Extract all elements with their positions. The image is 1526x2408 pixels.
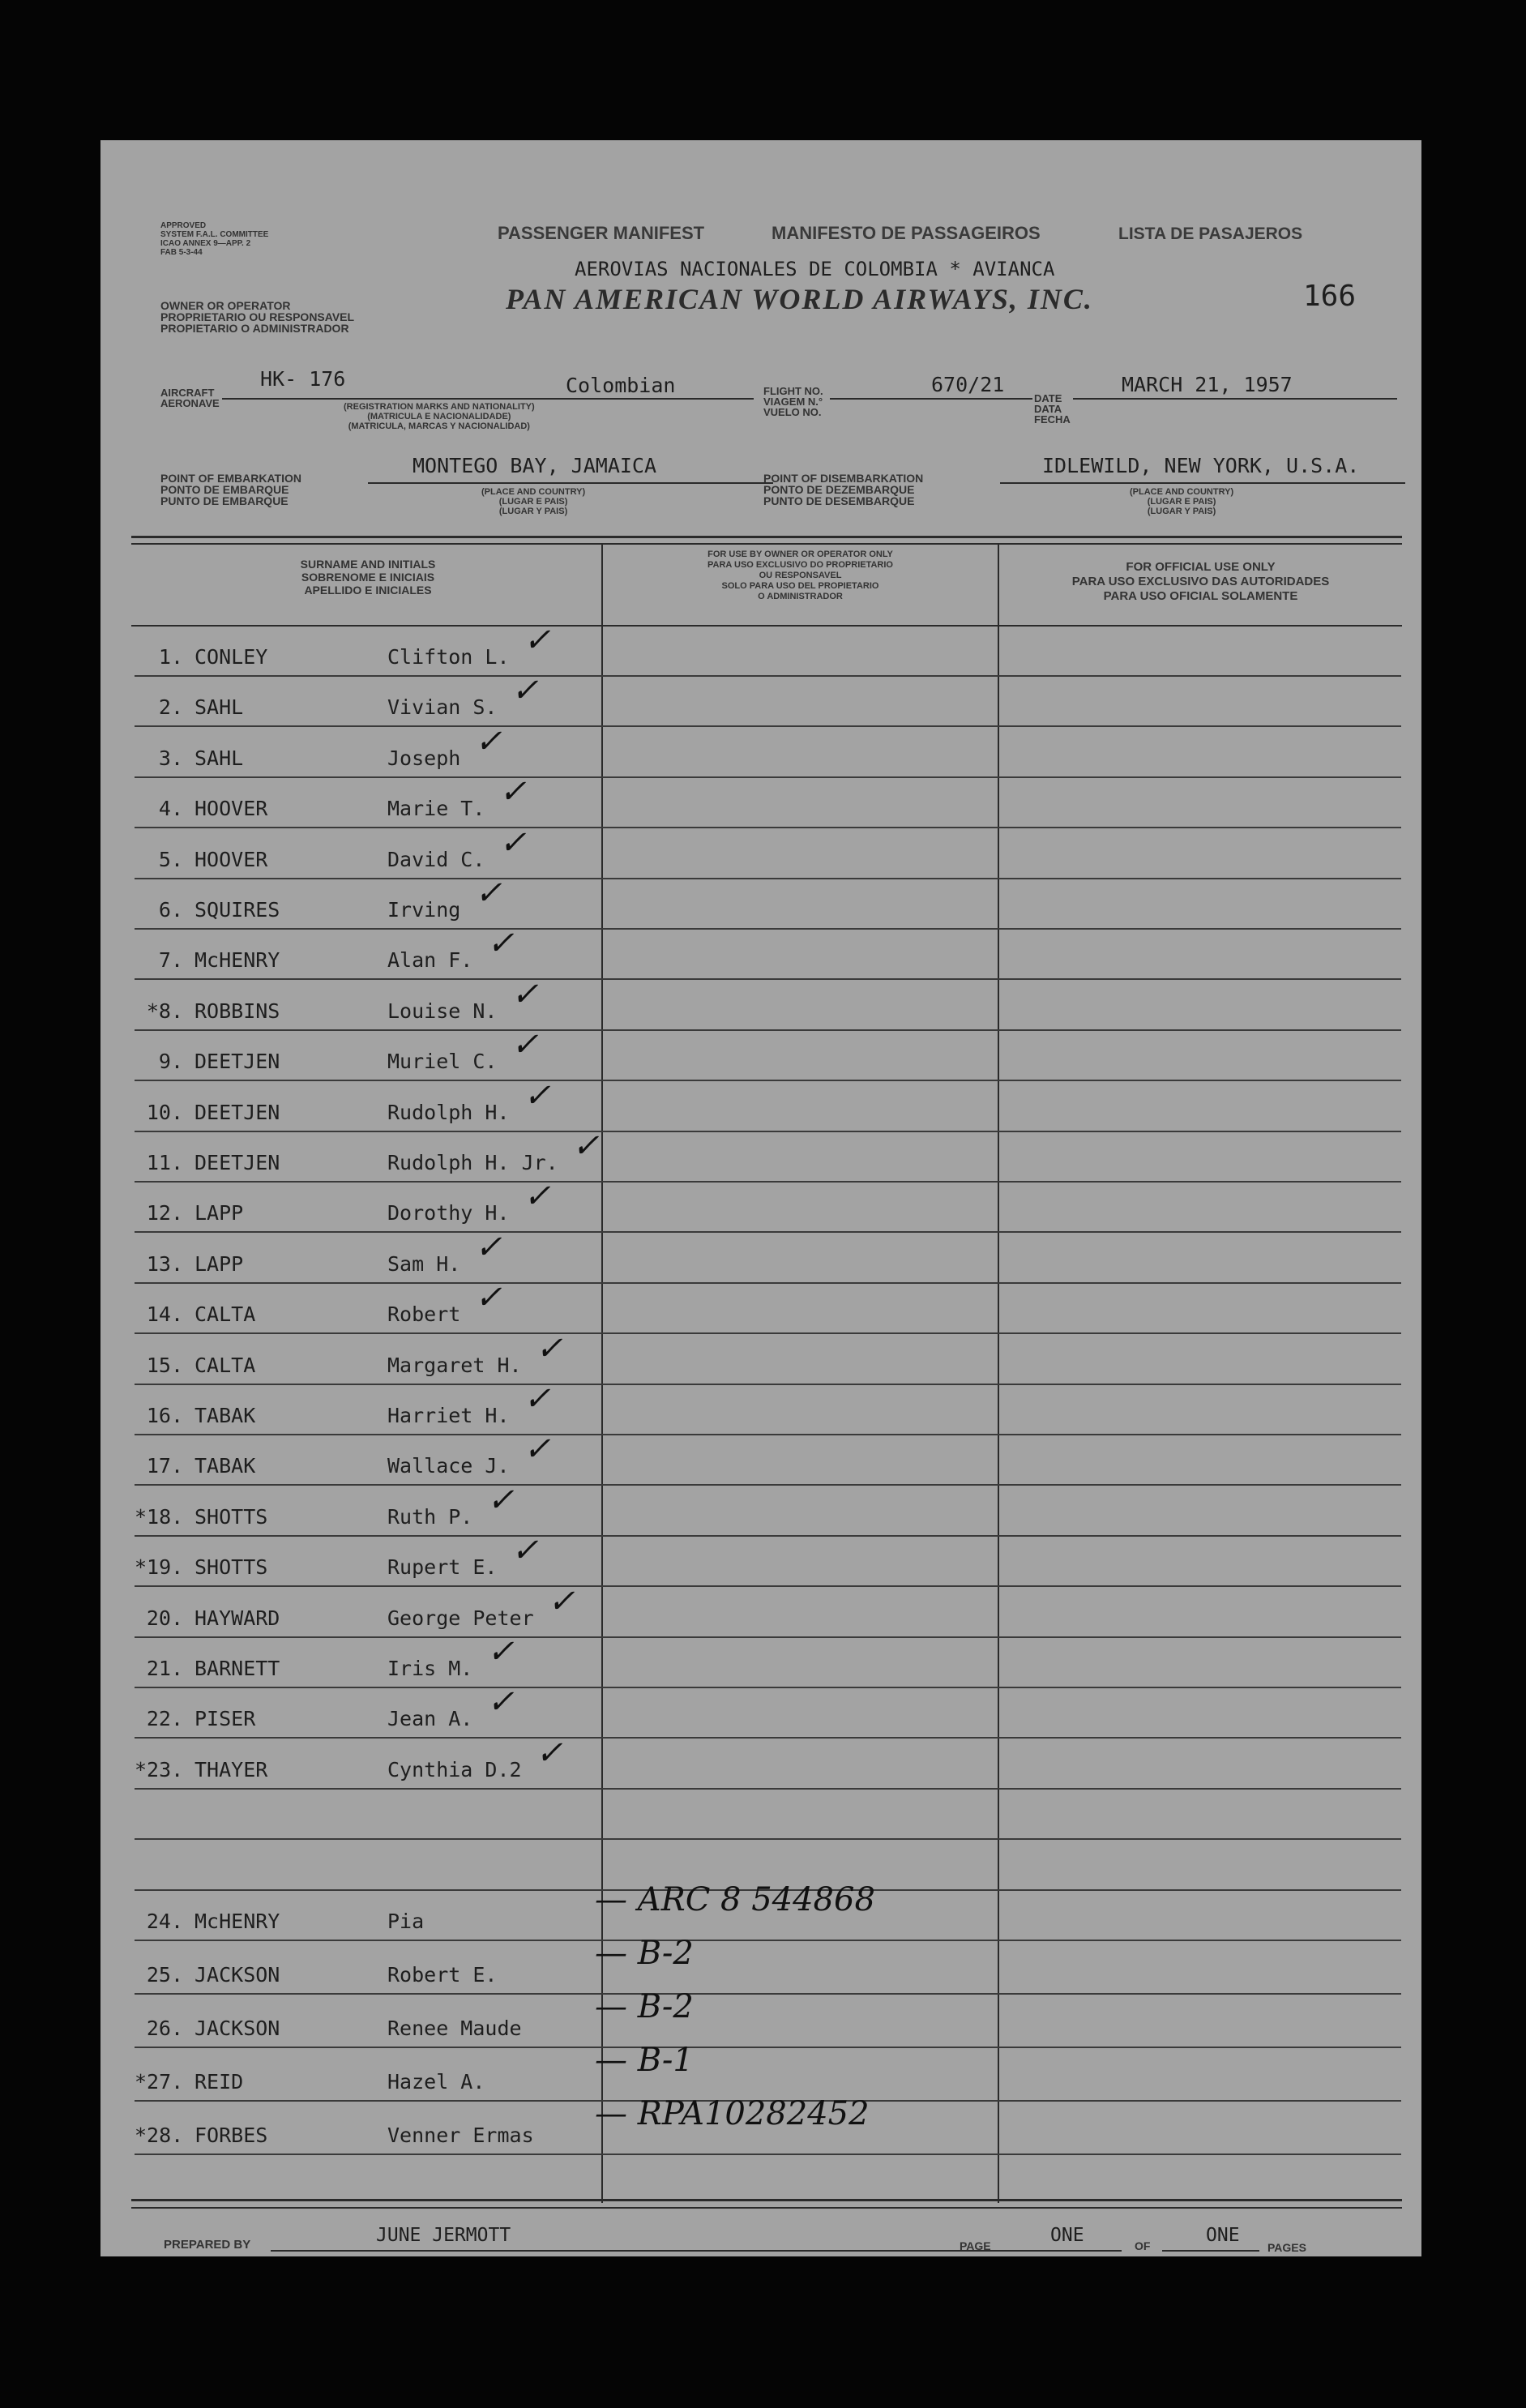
passenger-number: *23. — [135, 1757, 184, 1781]
check-mark: ✓ — [511, 1026, 539, 1064]
passenger-row — [135, 1988, 1401, 2048]
passenger-given-name: Margaret H. — [387, 1353, 522, 1377]
passenger-number: 5. — [158, 847, 183, 871]
table-bottom-rule — [131, 2199, 1402, 2201]
document-note: — RPA10282452 — [595, 2095, 870, 2132]
passenger-row — [135, 1178, 1401, 1233]
passenger-surname: THAYER — [194, 1757, 268, 1781]
passenger-given-name: Robert — [387, 1302, 461, 1327]
passenger-given-name: Vivian S. — [387, 695, 498, 720]
sheet-number: 166 — [1303, 280, 1357, 313]
passenger-surname: PISER — [194, 1707, 256, 1731]
passenger-number: 20. — [146, 1606, 183, 1630]
passenger-given-name: Muriel C. — [387, 1050, 498, 1074]
table-bottom-rule-2 — [131, 2207, 1402, 2209]
passenger-row — [135, 1076, 1401, 1132]
passenger-row — [135, 1582, 1401, 1638]
passenger-number: 15. — [146, 1353, 183, 1377]
passenger-given-name: Clifton L. — [387, 645, 510, 669]
document-note: — ARC 8 544868 — [595, 1881, 875, 1918]
passenger-row — [135, 1127, 1401, 1183]
check-mark: ✓ — [524, 1380, 551, 1418]
passenger-number: 16. — [146, 1404, 183, 1427]
check-mark: ✓ — [511, 975, 539, 1013]
check-mark: ✓ — [536, 1329, 563, 1367]
passenger-surname: CONLEY — [194, 645, 268, 669]
passenger-row — [135, 672, 1401, 727]
passenger-given-name: Rupert E. — [387, 1555, 498, 1580]
passenger-number: 25. — [146, 1963, 183, 1987]
passenger-given-name: Robert E. — [387, 1963, 498, 1987]
passenger-row — [135, 1532, 1401, 1587]
document-note: — B-2 — [595, 1988, 694, 2025]
passenger-row — [135, 1431, 1401, 1486]
passenger-number: 6. — [158, 898, 183, 922]
embarkation-point: MONTEGO BAY, JAMAICA — [412, 454, 657, 477]
column-header-name: SURNAME AND INITIALS SOBRENOME E INICIAIS APELLIDO E INICIALES — [300, 558, 436, 597]
owner-operator-label: OWNER OR OPERATOR PROPRIETARIO OU RESPONSAVEL PROPIETARIO O ADMINISTRADOR — [160, 299, 355, 335]
pages-label: PAGES — [1267, 2241, 1306, 2254]
passenger-surname: JACKSON — [194, 1963, 280, 1987]
prepared-by-label: PREPARED BY — [164, 2238, 251, 2252]
check-mark: ✓ — [548, 1582, 575, 1620]
passenger-number: 12. — [146, 1201, 183, 1225]
passenger-number: 22. — [146, 1707, 183, 1731]
check-mark: ✓ — [511, 672, 539, 710]
disembarkation-label: POINT OF DISEMBARKATION PONTO DE DEZEMBARQUE PUNTO DE DESEMBARQUE — [763, 472, 924, 507]
passenger-surname: SAHL — [194, 695, 244, 720]
passenger-given-name: Iris M. — [387, 1657, 473, 1680]
passenger-number: 2. — [158, 695, 183, 720]
flight-label: FLIGHT NO. VIAGEM N.° VUELO NO. — [763, 385, 823, 418]
passenger-given-name: Alan F. — [387, 948, 473, 973]
passenger-surname: FORBES — [194, 2124, 268, 2147]
passenger-given-name: Rudolph H. Jr. — [387, 1151, 558, 1174]
aircraft-value: HK- 176 — [260, 367, 346, 391]
passenger-surname: BARNETT — [194, 1657, 280, 1680]
passenger-number: 14. — [146, 1302, 183, 1327]
passenger-row — [135, 1633, 1401, 1688]
passenger-number: *18. — [135, 1504, 184, 1529]
passenger-row — [135, 1935, 1401, 1995]
page-value: ONE — [1050, 2225, 1084, 2246]
check-mark: ✓ — [475, 1228, 502, 1266]
passenger-given-name: Sam H. — [387, 1251, 461, 1276]
passenger-given-name: Harriet H. — [387, 1404, 510, 1427]
passenger-row — [135, 2042, 1401, 2102]
passenger-surname: SAHL — [194, 746, 244, 770]
passenger-row — [135, 1228, 1401, 1284]
passenger-number: 26. — [146, 2017, 183, 2040]
passenger-row — [135, 975, 1401, 1031]
passenger-surname: HAYWARD — [194, 1606, 280, 1630]
passenger-row — [135, 622, 1401, 677]
passenger-surname: DEETJEN — [194, 1050, 280, 1074]
passenger-surname: SQUIRES — [194, 898, 280, 922]
passenger-given-name: Ruth P. — [387, 1504, 473, 1529]
passenger-row — [135, 1481, 1401, 1537]
passenger-row — [135, 2095, 1401, 2155]
passenger-surname: CALTA — [194, 1302, 256, 1327]
passenger-surname: McHENRY — [194, 1910, 280, 1933]
embarkation-label: POINT OF EMBARKATION PONTO DE EMBARQUE PUNTO DE EMBARQUE — [160, 472, 301, 507]
passenger-given-name: Dorothy H. — [387, 1201, 510, 1225]
passenger-row — [135, 1026, 1401, 1081]
manifest-sheet — [100, 140, 1421, 2256]
check-mark: ✓ — [499, 773, 527, 811]
column-header-operator: FOR USE BY OWNER OR OPERATOR ONLY PARA USO EXCLUSIVO DO PROPRIETARIO OU RESPONSAVEL SOLO PARA USO DEL PROPIETARIO O ADMINISTRADOR — [707, 550, 893, 601]
approval-note: APPROVED SYSTEM F.A.L. COMMITTEE ICAO ANNEX 9—APP. 2 FAB 5-3-44 — [160, 221, 269, 257]
prepared-by: JUNE JERMOTT — [376, 2225, 511, 2246]
check-mark: ✓ — [475, 1279, 502, 1317]
passenger-row — [135, 773, 1401, 828]
table-top-rule-2 — [131, 543, 1402, 545]
passenger-given-name: Marie T. — [387, 797, 485, 821]
passenger-number: 9. — [158, 1050, 183, 1074]
passenger-row — [135, 925, 1401, 980]
passenger-number: 11. — [146, 1151, 183, 1174]
passenger-surname: HOOVER — [194, 797, 268, 821]
passenger-given-name: Jean A. — [387, 1707, 473, 1731]
check-mark: ✓ — [487, 1683, 515, 1722]
title-es: LISTA DE PASAJEROS — [1118, 225, 1303, 243]
passenger-given-name: David C. — [387, 847, 485, 871]
page-label: PAGE — [960, 2239, 991, 2252]
passenger-row — [135, 875, 1401, 930]
passenger-given-name: Louise N. — [387, 999, 498, 1023]
check-mark: ✓ — [524, 1431, 551, 1469]
of-label: OF — [1135, 2239, 1151, 2252]
check-mark: ✓ — [536, 1734, 563, 1772]
passenger-number: 7. — [158, 948, 183, 973]
passenger-number: 24. — [146, 1910, 183, 1933]
check-mark: ✓ — [572, 1127, 600, 1165]
passenger-number: *28. — [135, 2124, 184, 2147]
passenger-surname: ROBBINS — [194, 999, 280, 1023]
passenger-row — [135, 1881, 1401, 1941]
passenger-surname: HOOVER — [194, 847, 268, 871]
aircraft-label: AIRCRAFT AERONAVE — [160, 387, 220, 409]
document-note: — B-2 — [595, 1935, 694, 1972]
passenger-surname: JACKSON — [194, 2017, 280, 2040]
passenger-row — [135, 1279, 1401, 1334]
check-mark: ✓ — [524, 622, 551, 659]
check-mark: ✓ — [499, 823, 527, 862]
passenger-surname: TABAK — [194, 1454, 256, 1478]
disembarkation-point: IDLEWILD, NEW YORK, U.S.A. — [1042, 454, 1360, 477]
passenger-number: 17. — [146, 1454, 183, 1478]
check-mark: ✓ — [524, 1076, 551, 1114]
passenger-number: *27. — [135, 2070, 184, 2094]
passenger-surname: LAPP — [194, 1201, 244, 1225]
passenger-row — [135, 1380, 1401, 1435]
check-mark: ✓ — [475, 722, 502, 760]
date-label: DATE DATA FECHA — [1034, 392, 1071, 426]
of-value: ONE — [1206, 2225, 1240, 2246]
passenger-row — [135, 1329, 1401, 1385]
table-top-rule — [131, 536, 1402, 538]
title-pt: MANIFESTO DE PASSAGEIROS — [772, 223, 1041, 243]
passenger-given-name: Joseph — [387, 746, 461, 770]
passenger-surname: McHENRY — [194, 948, 280, 973]
operator-stamp: PAN AMERICAN WORLD AIRWAYS, INC. — [506, 283, 1093, 315]
aircraft-nationality: Colombian — [566, 374, 676, 397]
passenger-given-name: Irving — [387, 898, 461, 922]
title-en: PASSENGER MANIFEST — [498, 223, 705, 243]
document-note: — B-1 — [595, 2042, 694, 2079]
passenger-given-name: Rudolph H. — [387, 1100, 510, 1124]
embark-place-label: (PLACE AND COUNTRY) (LUGAR E PAIS) (LUGAR Y PAIS) — [481, 487, 586, 516]
passenger-row — [135, 1683, 1401, 1739]
passenger-row — [135, 722, 1401, 778]
passenger-given-name: George Peter — [387, 1606, 534, 1630]
passenger-given-name: Wallace J. — [387, 1454, 510, 1478]
passenger-number: 10. — [146, 1100, 183, 1124]
check-mark: ✓ — [487, 925, 515, 963]
passenger-given-name: Venner Ermas — [387, 2124, 534, 2147]
passenger-given-name: Pia — [387, 1910, 425, 1933]
passenger-surname: REID — [194, 2070, 244, 2094]
passenger-number: 13. — [146, 1251, 183, 1276]
passenger-number: 3. — [158, 746, 183, 770]
passenger-given-name: Hazel A. — [387, 2070, 485, 2094]
passenger-surname: TABAK — [194, 1404, 256, 1427]
passenger-number: 4. — [158, 797, 183, 821]
column-header-official: FOR OFFICIAL USE ONLY PARA USO EXCLUSIVO DAS AUTORIDADES PARA USO OFICIAL SOLAMENTE — [1071, 560, 1330, 603]
passenger-row — [135, 823, 1401, 879]
passenger-surname: DEETJEN — [194, 1151, 280, 1174]
passenger-number: 1. — [158, 645, 183, 669]
passenger-given-name: Renee Maude — [387, 2017, 522, 2040]
check-mark: ✓ — [475, 875, 502, 912]
passenger-number: *19. — [135, 1555, 184, 1580]
check-mark: ✓ — [487, 1481, 515, 1519]
check-mark: ✓ — [511, 1532, 539, 1570]
passenger-given-name: Cynthia D.2 — [387, 1757, 522, 1781]
registration-label: (REGISTRATION MARKS AND NATIONALITY) (MATRICULA E NACIONALIDADE) (MATRICULA, MARCAS Y NACIONALIDAD) — [344, 402, 535, 431]
passenger-surname: SHOTTS — [194, 1555, 268, 1580]
passenger-surname: LAPP — [194, 1251, 244, 1276]
passenger-number: 21. — [146, 1657, 183, 1680]
check-mark: ✓ — [524, 1178, 551, 1216]
operator-name: AEROVIAS NACIONALES DE COLOMBIA * AVIANCA — [575, 258, 1055, 280]
disembark-place-label: (PLACE AND COUNTRY) (LUGAR E PAIS) (LUGAR Y PAIS) — [1130, 487, 1234, 516]
flight-number: 670/21 — [931, 373, 1005, 396]
blank-row — [135, 1790, 1401, 1840]
passenger-surname: SHOTTS — [194, 1504, 268, 1529]
passenger-row — [135, 1734, 1401, 1790]
passenger-surname: CALTA — [194, 1353, 256, 1377]
passenger-surname: DEETJEN — [194, 1100, 280, 1124]
passenger-number: *8. — [146, 999, 183, 1023]
flight-date: MARCH 21, 1957 — [1122, 373, 1293, 396]
check-mark: ✓ — [487, 1633, 515, 1670]
